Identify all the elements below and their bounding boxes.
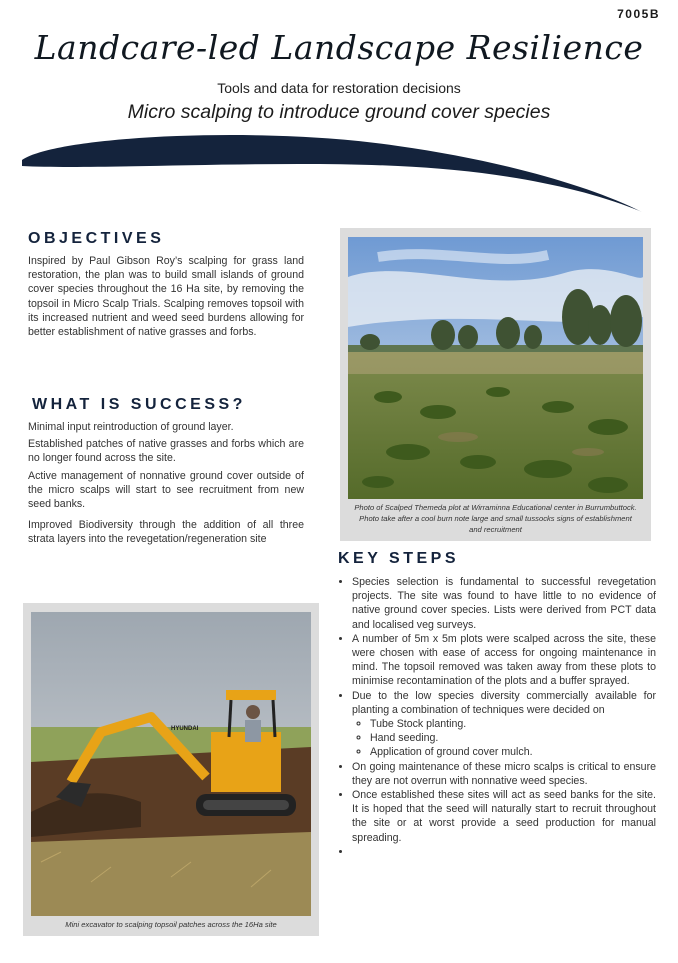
key-step-text: Once established these sites will act as seed banks for the site. It is hoped that the seed will naturally start to recruit throughout the site or at worst provide a seed production for manual spreading. (352, 789, 656, 844)
key-steps-heading: KEY STEPS (338, 550, 460, 567)
decorative-swoosh (18, 130, 648, 220)
key-step-text: Species selection is fundamental to successful revegetation projects. The site was found to have little to no evidence of native ground cover species. Lists were derived from PCT data and localised veg surveys. (352, 576, 656, 631)
key-step-item (352, 632, 656, 689)
field-photo-frame (340, 228, 651, 541)
technique-item: ◦ Application of ground cover mulch. (370, 745, 656, 759)
success-item: Active management of nonnative ground cover outside of the micro scalps will start to see recruitment from new seed banks. (28, 469, 304, 511)
technique-item: ◦ Tube Stock planting. (370, 717, 656, 731)
field-photo (348, 237, 643, 499)
key-steps-section (338, 550, 656, 859)
success-item: Established patches of native grasses and forbs which are no longer found across the site. (28, 438, 304, 465)
key-step-text: Due to the low species diversity commercially available for planting a combination of techniques were decided on (352, 689, 656, 716)
document-id: 7005B (617, 7, 660, 21)
page-tagline: Micro scalping to introduce ground cover species (127, 101, 551, 123)
page-subtitle: Tools and data for restoration decisions (217, 80, 461, 96)
success-heading: WHAT IS SUCCESS? (32, 396, 246, 413)
objectives-section (28, 230, 304, 339)
key-step-item (352, 575, 656, 632)
techniques-list (352, 717, 656, 760)
key-steps-list (338, 575, 656, 859)
objectives-heading: OBJECTIVES (28, 230, 165, 247)
success-item: Improved Biodiversity through the addition of all three strata layers into the revegetation/regeneration site (28, 519, 304, 546)
key-step-item (352, 760, 656, 788)
key-step-text: A number of 5m x 5m plots were scalped across the site, these were chosen with ease of access for ongoing maintenance in mind. The topsoil removed was taken away from these plots to minimise recontamination of the plots and a buffer sprayed. (352, 632, 656, 688)
key-step-item (352, 845, 656, 859)
key-step-item (352, 689, 656, 760)
excavator-photo-frame (23, 603, 319, 936)
excavator-photo-caption: Mini excavator to scalping topsoil patches across the 16Ha site (65, 920, 277, 929)
excavator-photo (31, 612, 311, 916)
key-step-text: On going maintenance of these micro scalps is critical to ensure they are not overrun with nonnative weed species. (352, 760, 656, 787)
objectives-text: Inspired by Paul Gibson Roy’s scalping for grass land restoration, the plan was to build small islands of ground cover species throughout the 16 Ha site, by removing the topsoil in Micro Scalp Trials. Scalping removes topsoil with its increased nutrient and weed seed burdens allowing for better establishment of native grasses and forbs. (28, 255, 304, 339)
success-item: Minimal input reintroduction of ground layer. (28, 421, 234, 433)
key-step-item (352, 788, 656, 845)
technique-item: ◦ Hand seeding. (370, 731, 656, 745)
success-section (28, 396, 304, 547)
field-photo-caption: Photo of Scalped Themeda plot at Wirraminna Educational center in Burrumbuttock. Photo take after a cool burn note large and small tussocks signs of establishment and recruitment (354, 503, 637, 534)
page-title: Landcare-led Landscape Resilience (34, 28, 644, 67)
excavator-brand: HYUNDAI (171, 726, 199, 732)
